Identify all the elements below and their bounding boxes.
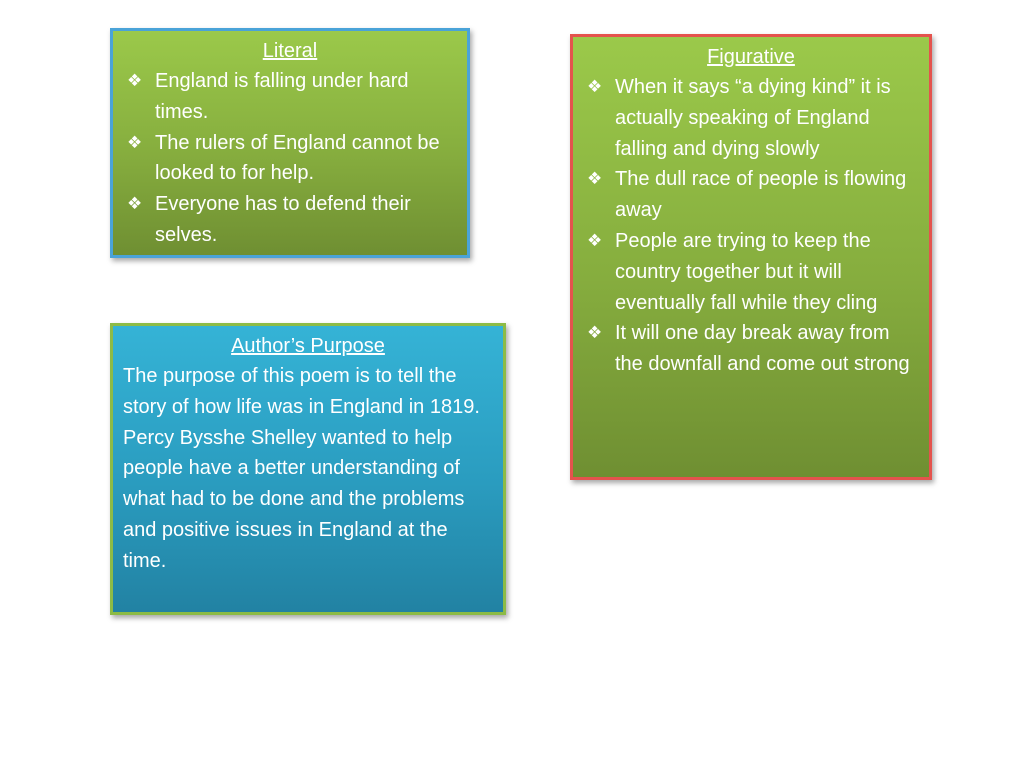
list-item — [583, 226, 919, 318]
figurative-list — [583, 72, 919, 380]
authors-purpose-body: The purpose of this poem is to tell the story of how life was in England in 1819. Percy Bysshe Shelley wanted to help people have a better understanding of what had to be done and the problems and positive issues in England at the time. — [123, 365, 480, 572]
list-item — [583, 164, 919, 226]
list-item — [583, 318, 919, 380]
diamond-cross-bullet-icon: ❖ — [127, 194, 143, 214]
list-item-text: Everyone has to defend their selves. — [155, 193, 411, 246]
list-item-text: The rulers of England cannot be looked to for help. — [155, 131, 440, 185]
diamond-cross-bullet-icon: ❖ — [587, 169, 603, 189]
list-item — [123, 128, 457, 190]
diamond-cross-bullet-icon: ❖ — [587, 323, 603, 343]
list-item-text: England is falling under hard times. — [155, 70, 409, 123]
list-item-text: When it says “a dying kind” it is actually speaking of England falling and dying slowly — [615, 76, 891, 160]
list-item-text: People are trying to keep the country together but it will eventually fall while they cling — [615, 229, 878, 314]
literal-list — [123, 66, 457, 251]
literal-panel — [110, 28, 470, 258]
diamond-cross-bullet-icon: ❖ — [587, 77, 603, 96]
list-item-text: The dull race of people is flowing away — [615, 168, 907, 222]
list-item-text: It will one day break away from the downfall and come out strong — [615, 322, 910, 376]
diamond-cross-bullet-icon: ❖ — [587, 230, 603, 250]
list-item — [123, 66, 457, 128]
list-item — [123, 189, 457, 251]
diamond-cross-bullet-icon: ❖ — [127, 71, 143, 90]
diamond-cross-bullet-icon: ❖ — [127, 132, 143, 152]
authors-purpose-title: Author’s Purpose — [231, 335, 385, 357]
figurative-title: Figurative — [707, 46, 795, 68]
authors-purpose-panel — [110, 323, 506, 615]
literal-title: Literal — [262, 40, 318, 62]
list-item — [583, 72, 919, 164]
figurative-panel — [570, 34, 932, 480]
